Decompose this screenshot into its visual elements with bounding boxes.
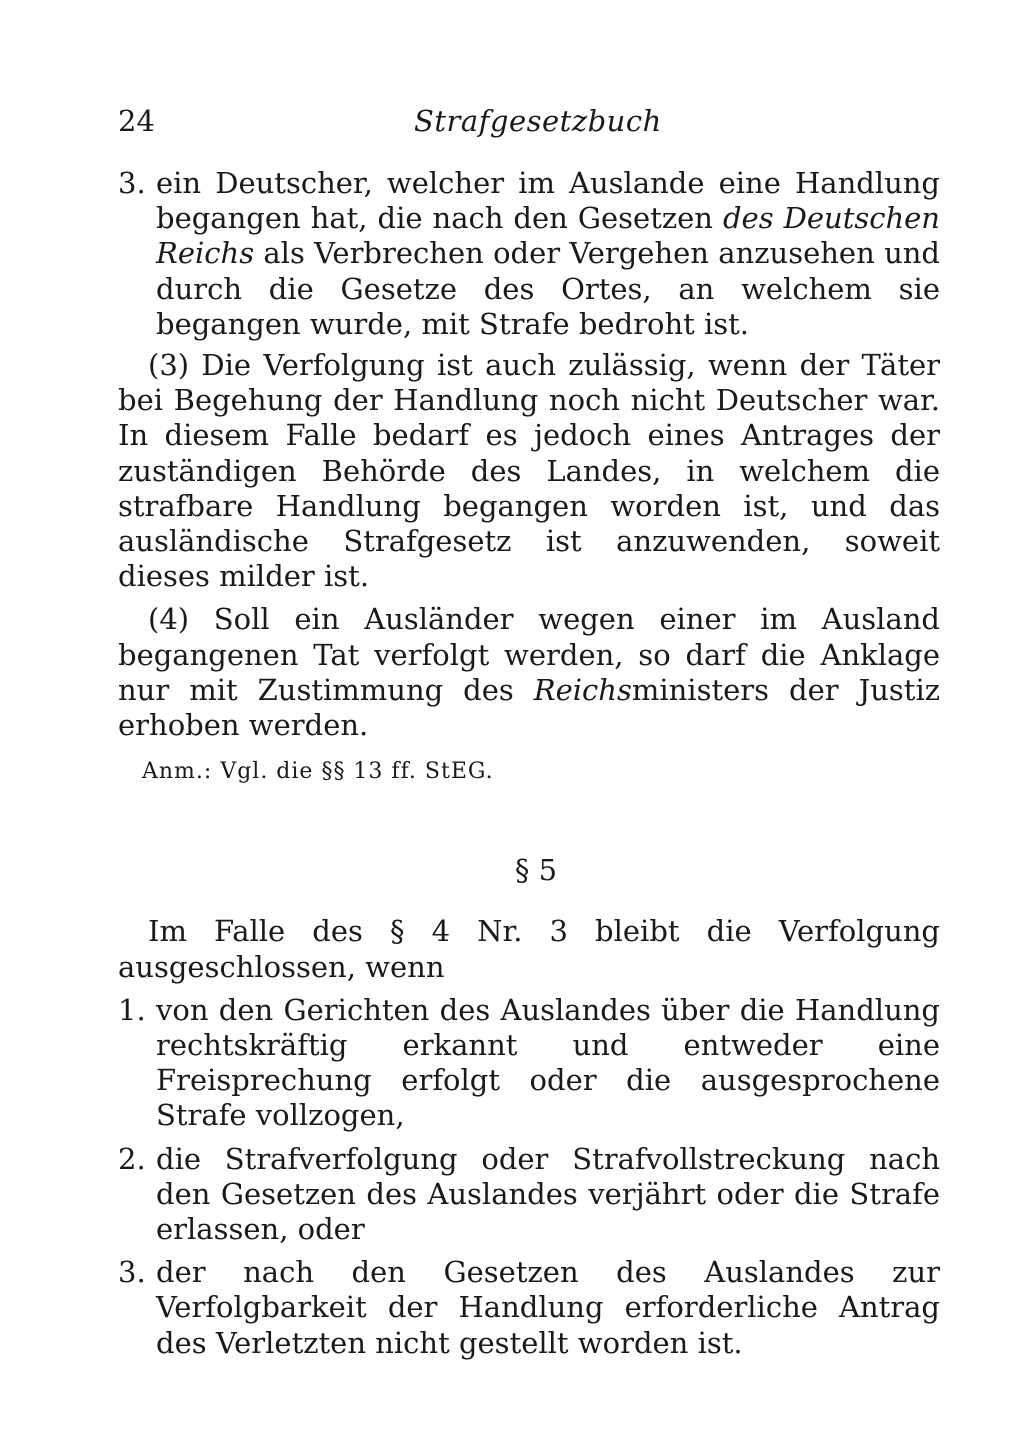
paragraph-text-italic: Reichs <box>533 672 632 707</box>
body-text <box>118 166 940 1361</box>
paragraph-4 <box>118 602 940 743</box>
running-title: Strafgesetzbuch <box>414 104 662 138</box>
item-text: als Verbrechen oder Vergehen anzusehen und durch die Gesetze des Ortes, an welchem sie begangen wurde, mit Strafe bedroht ist. <box>156 236 940 341</box>
annotation-note: Anm.: Vgl. die §§ 13 ff. StEG. <box>142 759 494 785</box>
item-text: von den Gerichten des Auslandes über die Handlung rechtskräftig erkannt und entweder eine Freisprechung erfolgt oder die ausgesprochene Strafe vollzogen, <box>156 992 940 1133</box>
item-number: 3. <box>118 1255 146 1290</box>
list-item <box>118 993 940 1134</box>
paragraph-text: Soll ein Ausländer wegen einer im Ausland begangenen Tat verfolgt werden, so darf die Anklage nur mit Zustimmung des <box>118 602 940 707</box>
item-text: die Strafverfolgung oder Strafvollstreckung nach den Gesetzen des Auslandes verjährt oder die Strafe erlassen, oder <box>156 1141 940 1247</box>
item-text: der nach den Gesetzen des Auslandes zur Verfolgbarkeit der Handlung erforderliche Antrag des Verletzten nicht gestellt worden ist. <box>156 1255 940 1360</box>
running-head <box>118 104 940 144</box>
item-number: 1. <box>118 992 146 1027</box>
paragraph-3 <box>118 348 940 594</box>
paragraph-text: ministers der Justiz erhoben werden. <box>118 672 940 743</box>
paragraph-text: Die Verfolgung ist auch zulässig, wenn der Täter bei Begehung der Handlung noch nicht Deutscher war. In diesem Falle bedarf es jedoch eines Antrages der zuständigen Behörde des Landes, in welchem die strafbare Handlung begangen worden ist, und das ausländische Strafgesetz ist anzuwenden, soweit dieses milder ist. <box>118 348 940 594</box>
page-number: 24 <box>118 104 155 138</box>
paragraph-label: (4) <box>148 602 190 637</box>
paragraph-label: (3) <box>148 348 190 383</box>
item-number: 3. <box>118 166 146 200</box>
section-intro: Im Falle des § 4 Nr. 3 bleibt die Verfolgung ausgeschlossen, wenn <box>118 914 940 984</box>
item-text: ein Deutscher, welcher im Auslande eine Handlung begangen hat, die nach den Gesetzen <box>156 166 940 236</box>
item-text-italic: des Deutschen Reichs <box>156 201 940 271</box>
item-number: 2. <box>118 1141 146 1176</box>
list-item <box>118 1142 940 1248</box>
list-item <box>118 1255 940 1361</box>
section-heading: § 5 <box>514 853 558 888</box>
list-item-carryover <box>118 166 940 342</box>
